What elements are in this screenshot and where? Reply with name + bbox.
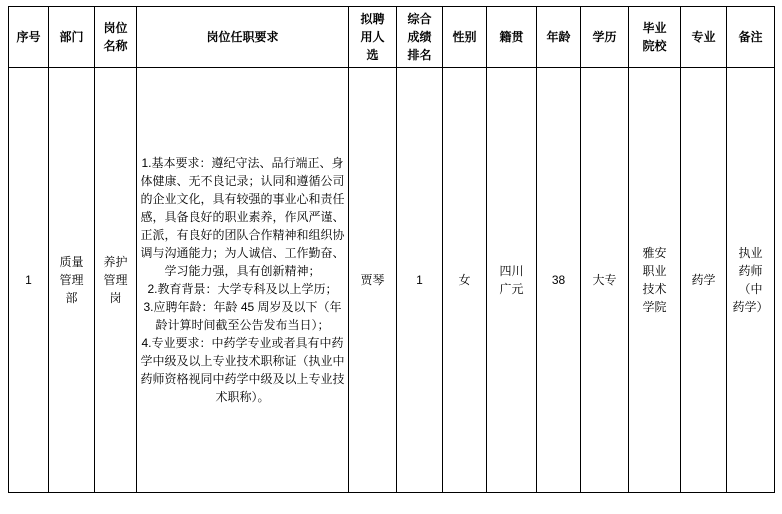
table-row [9, 68, 775, 493]
recruitment-table [8, 6, 775, 493]
cell-native-line2: 广元 [499, 282, 524, 296]
column-header-plan [349, 7, 397, 68]
cell-remark [727, 68, 775, 493]
requirement-paragraph-3: 3.应聘年龄：年龄 45 周岁及以下（年龄计算时间截至公告发布当日）； [143, 300, 342, 332]
cell-dept-line1: 质量 [59, 255, 84, 269]
cell-native-line1: 四川 [499, 264, 524, 278]
cell-major: 药学 [681, 68, 727, 493]
column-header-school-line2: 院校 [642, 39, 667, 53]
column-header-gender: 性别 [443, 7, 487, 68]
requirement-paragraph-4: 4.专业要求：中药学专业或者具有中药学中级及以上专业技术职称证（执业中药师资格视同中药学中级及以上专业技术职称）。 [140, 336, 345, 404]
cell-post-line3: 岗 [109, 291, 122, 305]
column-header-school-line1: 毕业 [642, 21, 667, 35]
column-header-school [629, 7, 681, 68]
column-header-age: 年龄 [537, 7, 581, 68]
cell-planned-candidate: 贾琴 [349, 68, 397, 493]
cell-school-line1: 雅安 [642, 246, 667, 260]
cell-school-line3: 技术 [642, 282, 667, 296]
cell-gender: 女 [443, 68, 487, 493]
column-header-plan-line3: 选 [366, 48, 379, 62]
column-header-native: 籍贯 [487, 7, 537, 68]
column-header-score-line2: 成绩 [407, 30, 432, 44]
requirement-paragraph-2: 2.教育背景：大学专科及以上学历； [147, 282, 338, 296]
column-header-post-line1: 岗位 [103, 21, 128, 35]
table-body [9, 68, 775, 493]
table-header-row [9, 7, 775, 68]
column-header-post-line2: 名称 [103, 39, 128, 53]
cell-post [95, 68, 137, 493]
column-header-score-line1: 综合 [407, 12, 432, 26]
cell-requirement [137, 68, 349, 493]
cell-post-line2: 管理 [103, 273, 128, 287]
cell-post-line1: 养护 [103, 255, 128, 269]
column-header-plan-line1: 拟聘 [360, 12, 385, 26]
column-header-education: 学历 [581, 7, 629, 68]
column-header-major: 专业 [681, 7, 727, 68]
cell-native-place [487, 68, 537, 493]
cell-dept-line2: 管理 [59, 273, 84, 287]
column-header-score [397, 7, 443, 68]
cell-dept [49, 68, 95, 493]
cell-school-line4: 学院 [642, 300, 667, 314]
cell-age: 38 [537, 68, 581, 493]
column-header-post [95, 7, 137, 68]
cell-remark-line3: （中 [738, 282, 763, 296]
column-header-score-line3: 排名 [407, 48, 432, 62]
table-header [9, 7, 775, 68]
column-header-seq: 序号 [9, 7, 49, 68]
cell-score-rank: 1 [397, 68, 443, 493]
cell-remark-line4: 药学） [732, 300, 769, 314]
cell-education: 大专 [581, 68, 629, 493]
cell-remark-line1: 执业 [738, 246, 763, 260]
column-header-dept: 部门 [49, 7, 95, 68]
cell-dept-line3: 部 [65, 291, 78, 305]
cell-school-line2: 职业 [642, 264, 667, 278]
column-header-plan-line2: 用人 [360, 30, 385, 44]
requirement-paragraph-1: 1.基本要求：遵纪守法、品行端正、身体健康、无不良记录；认同和遵循公司的企业文化，具有较强的事业心和责任感，具备良好的职业素养，作风严谨、正派，有良好的团队合作精神和组织协调与沟通能力；为人诚信、工作勤奋、学习能力强，具有创新精神； [140, 156, 345, 278]
cell-remark-line2: 药师 [738, 264, 763, 278]
column-header-requirement: 岗位任职要求 [137, 7, 349, 68]
cell-school [629, 68, 681, 493]
column-header-remark: 备注 [727, 7, 775, 68]
document-page [0, 6, 782, 514]
cell-seq: 1 [9, 68, 49, 493]
